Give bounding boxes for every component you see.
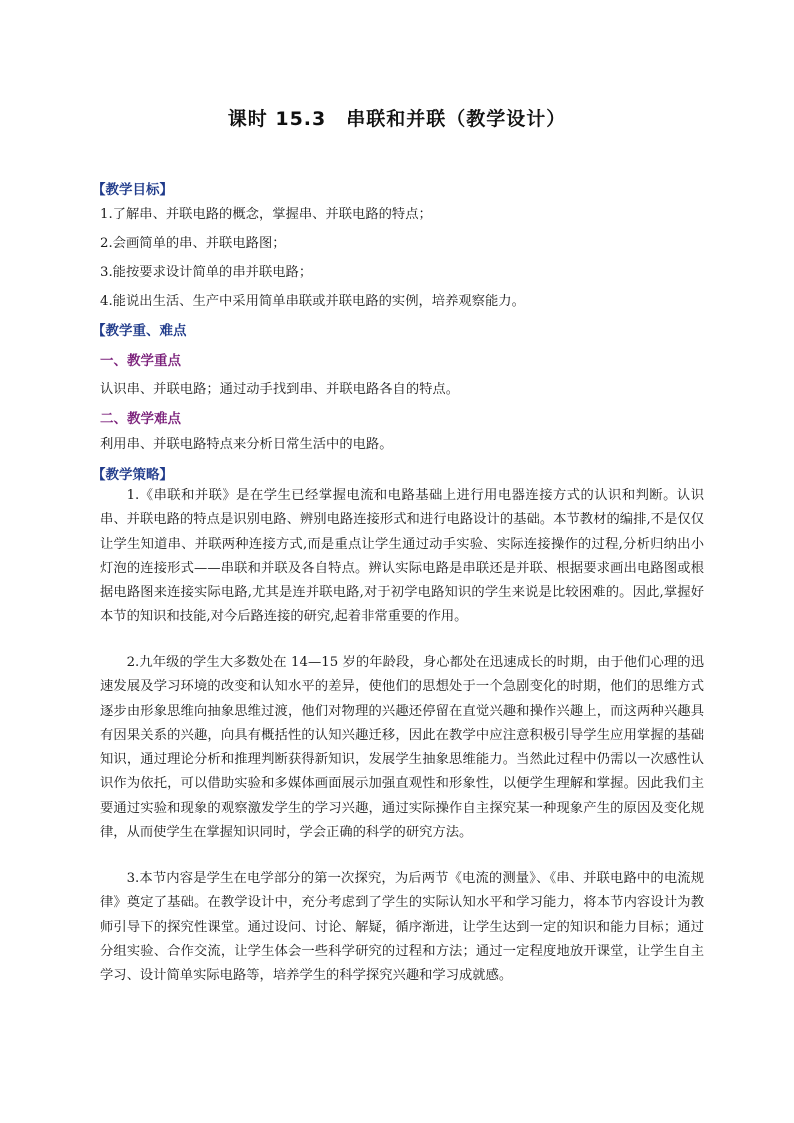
focus-heading: 一、教学重点 — [100, 353, 181, 369]
strategy-heading: 【教学策略】 — [92, 467, 173, 483]
strategy-paragraph-1: 1.《串联和并联》是在学生已经掌握电流和电路基础上进行用电器连接方式的认识和判断。认识串、并联电路的特点是识别电路、辨别电路连接形式和进行电路设计的基础。本节教材的编排,不是仅仅让学生知道串、并联两种连接方式,而是重点让学生通过动手实验、实际连接操作的过程,分析归纳出小灯泡的连接形式——串联和并联及各自特点。辨认实际电路是串联还是并联、根据要求画出电路图或根据电路图来连接实际电路,尤其是连并联电路,对于初学电路知识的学生来说是比较困难的。因此,掌握好本节的知识和技能,对今后路连接的研究,起着非常重要的作用。 — [100, 488, 704, 625]
focus-text: 认识串、并联电路；通过动手找到串、并联电路各自的特点。 — [100, 382, 460, 397]
goal-item-2: 2.会画简单的串、并联电路图； — [100, 236, 286, 251]
strategy-paragraph-2: 2.九年级的学生大多数处在 14—15 岁的年龄段，身心都处在迅速成长的时期，由于他们心理的迅速发展及学习环境的改变和认知水平的差异，使他们的思想处于一个急剧变化的时期，他们的思维方式逐步由形象思维向抽象思维过渡，他们对物理的兴趣还停留在直觉兴趣和操作兴趣上，而这两种兴趣具有因果关系的兴趣，向具有概括性的认知兴趣迁移，因此在教学中应注意积极引导学生应用掌握的基础知识，通过理论分析和推理判断获得新知识，发展学生抽象思维能力。当然此过程中仍需以一次感性认识作为依托，可以借助实验和多媒体画面展示加强直观性和形象性，以便学生理解和掌握。因此我们主要通过实验和现象的观察激发学生的学习兴趣，通过实际操作自主探究某一种现象产生的原因及变化规律，从而使学生在掌握知识同时，学会正确的科学的研究方法。 — [100, 655, 704, 841]
key-points-heading: 【教学重、难点 — [92, 323, 187, 339]
difficulty-text: 利用串、并联电路特点来分析日常生活中的电路。 — [100, 437, 393, 452]
goal-item-4: 4.能说出生活、生产中采用简单串联或并联电路的实例，培养观察能力。 — [100, 294, 525, 309]
difficulty-heading: 二、教学难点 — [100, 411, 181, 427]
strategy-paragraph-3: 3.本节内容是学生在电学部分的第一次探究，为后两节《电流的测量》、《串、并联电路中的电流规律》奠定了基础。在教学设计中，充分考虑到了学生的实际认知水平和学习能力，将本节内容设计为教师引导下的探究性课堂。通过设问、讨论、解疑，循序渐进，让学生达到一定的知识和能力目标；通过分组实验、合作交流，让学生体会一些科学研究的过程和方法；通过一定程度地放开课堂，让学生自主学习、设计简单实际电路等，培养学生的科学探究兴趣和学习成就感。 — [100, 871, 704, 984]
goal-item-1: 1.了解串、并联电路的概念，掌握串、并联电路的特点； — [100, 207, 432, 222]
document-title: 课时 15.3 串联和并联（教学设计） — [227, 108, 567, 130]
goal-item-3: 3.能按要求设计简单的串并联电路； — [100, 265, 313, 280]
goals-heading: 【教学目标】 — [92, 182, 173, 198]
